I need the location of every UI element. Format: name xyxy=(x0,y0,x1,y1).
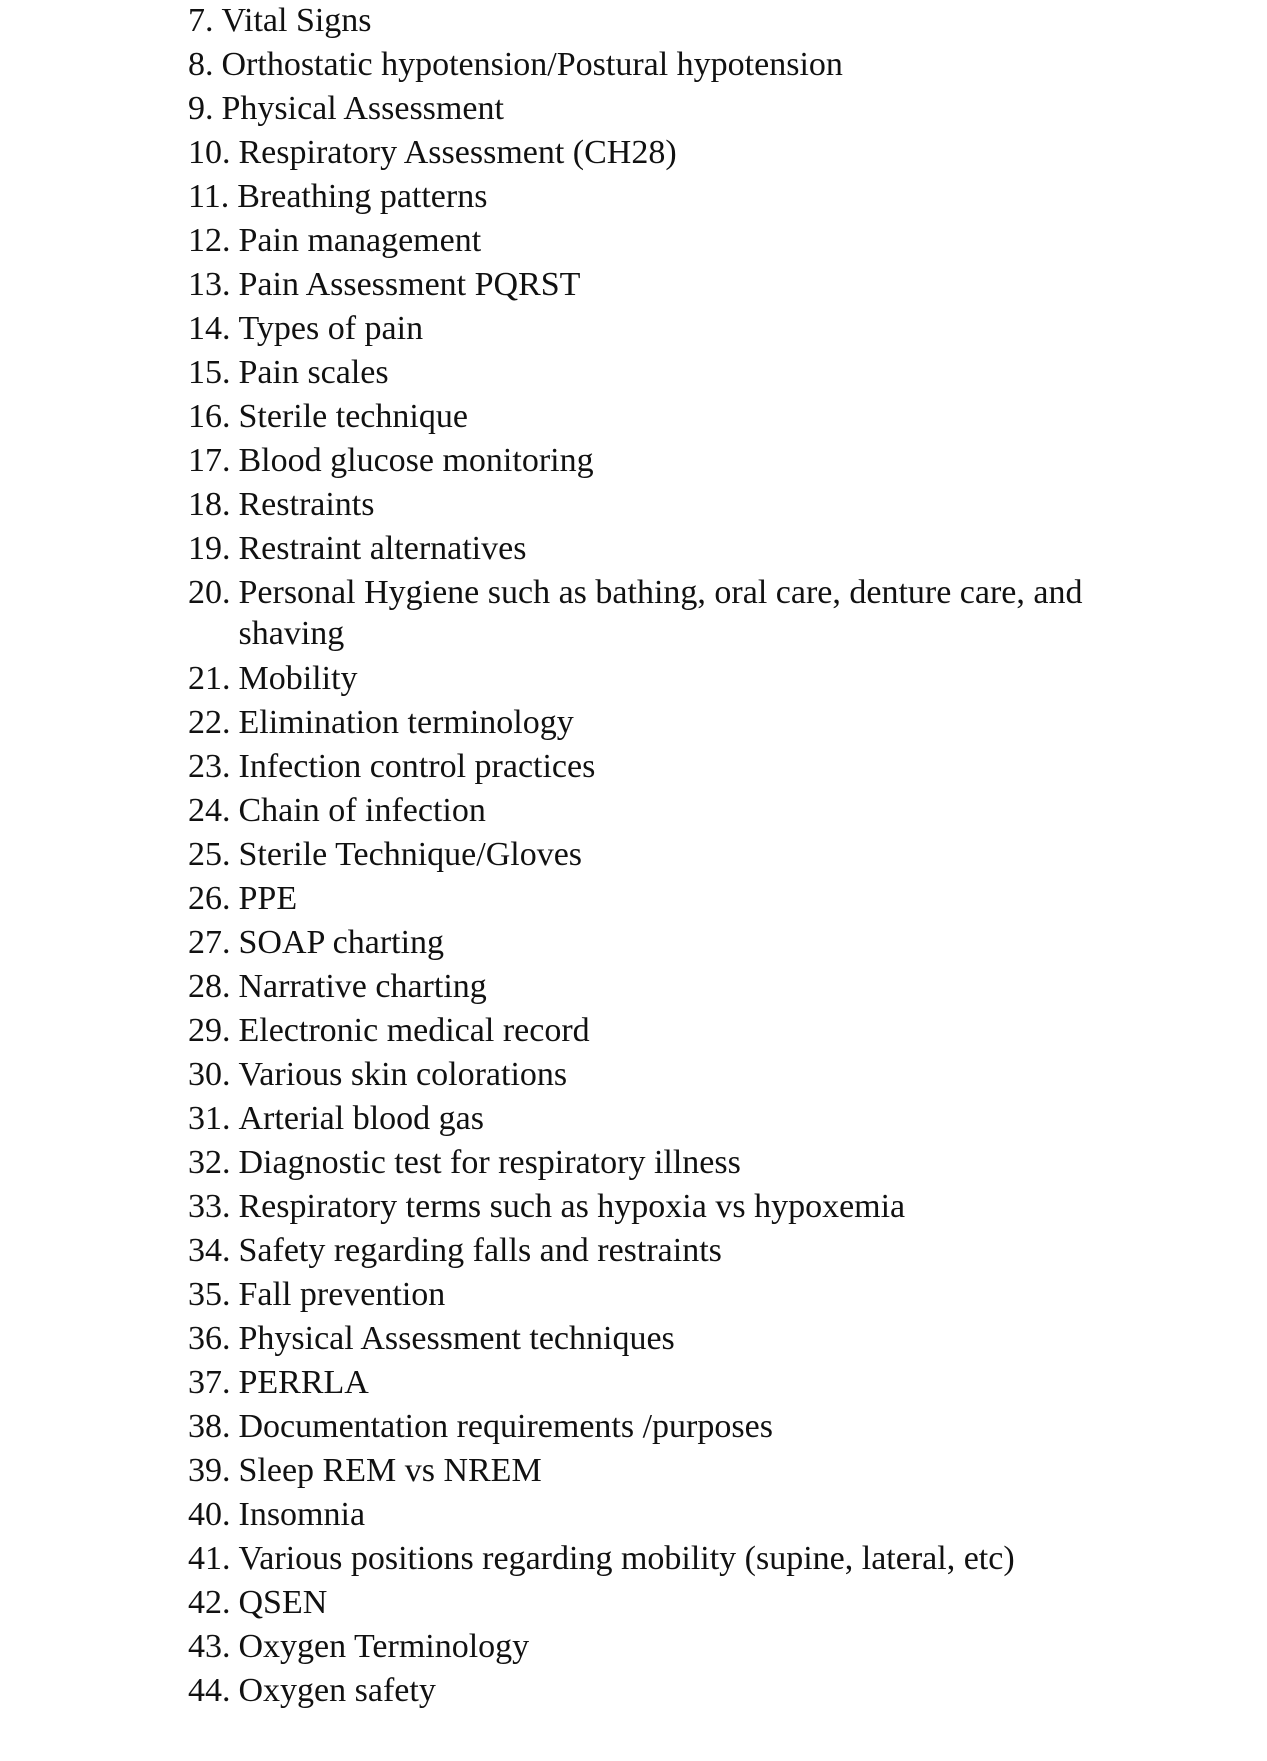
item-number: 13. xyxy=(188,266,231,303)
item-number: 30. xyxy=(188,1056,231,1093)
item-number: 8. xyxy=(188,46,214,83)
list-item xyxy=(188,1626,1188,1670)
item-number: 36. xyxy=(188,1320,231,1357)
item-number: 21. xyxy=(188,660,231,697)
item-text: Various skin colorations xyxy=(238,1056,568,1093)
list-item xyxy=(188,440,1188,484)
list-item xyxy=(188,878,1188,922)
item-number: 40. xyxy=(188,1496,231,1533)
item-number: 19. xyxy=(188,530,231,567)
item-number: 31. xyxy=(188,1100,231,1137)
item-text: Sterile Technique/Gloves xyxy=(238,836,583,873)
list-item xyxy=(188,176,1188,220)
item-text: Respiratory terms such as hypoxia vs hypoxemia xyxy=(238,1188,906,1225)
item-number: 32. xyxy=(188,1144,231,1181)
item-text: Chain of infection xyxy=(238,792,486,829)
item-text: Narrative charting xyxy=(238,968,487,1005)
item-text: Restraints xyxy=(238,486,375,523)
item-number: 7. xyxy=(188,2,214,39)
item-number: 37. xyxy=(188,1364,231,1401)
item-text: Arterial blood gas xyxy=(238,1100,484,1137)
list-item xyxy=(188,572,1188,658)
list-item xyxy=(188,132,1188,176)
item-number: 27. xyxy=(188,924,231,961)
list-item xyxy=(188,1142,1188,1186)
item-text: Pain scales xyxy=(238,354,389,391)
list-item xyxy=(188,1494,1188,1538)
item-number: 25. xyxy=(188,836,231,873)
item-text: QSEN xyxy=(238,1584,328,1621)
list-item xyxy=(188,1582,1188,1626)
list-item xyxy=(188,1098,1188,1142)
list-item xyxy=(188,484,1188,528)
item-text: SOAP charting xyxy=(238,924,445,961)
item-text: Sterile technique xyxy=(238,398,468,435)
list-item xyxy=(188,834,1188,878)
item-text: Electronic medical record xyxy=(238,1012,590,1049)
item-number: 44. xyxy=(188,1672,231,1709)
list-item xyxy=(188,528,1188,572)
item-number: 9. xyxy=(188,90,214,127)
item-number: 42. xyxy=(188,1584,231,1621)
item-text: Sleep REM vs NREM xyxy=(238,1452,542,1489)
item-number: 35. xyxy=(188,1276,231,1313)
item-number: 10. xyxy=(188,134,231,171)
list-item xyxy=(188,1406,1188,1450)
item-text: Infection control practices xyxy=(238,748,596,785)
item-number: 41. xyxy=(188,1540,231,1577)
item-text: Diagnostic test for respiratory illness xyxy=(238,1144,741,1181)
item-text: Blood glucose monitoring xyxy=(238,442,594,479)
list-item xyxy=(188,264,1188,308)
item-text: Oxygen Terminology xyxy=(238,1628,530,1665)
list-item xyxy=(188,702,1188,746)
list-item xyxy=(188,308,1188,352)
list-item xyxy=(188,44,1188,88)
item-number: 39. xyxy=(188,1452,231,1489)
item-number: 16. xyxy=(188,398,231,435)
list-item xyxy=(188,1274,1188,1318)
list-item xyxy=(188,746,1188,790)
item-text: Physical Assessment xyxy=(221,90,504,127)
list-item xyxy=(188,352,1188,396)
list-item xyxy=(188,1450,1188,1494)
item-text: Various positions regarding mobility (supine, lateral, etc) xyxy=(238,1540,1015,1577)
item-text: Insomnia xyxy=(238,1496,366,1533)
item-text: Orthostatic hypotension/Postural hypotension xyxy=(221,46,843,83)
item-number: 29. xyxy=(188,1012,231,1049)
list-item xyxy=(188,88,1188,132)
list-item xyxy=(188,1230,1188,1274)
item-number: 15. xyxy=(188,354,231,391)
item-text: Mobility xyxy=(238,660,358,697)
list-item xyxy=(188,1538,1188,1582)
list-item xyxy=(188,790,1188,834)
item-text: Oxygen safety xyxy=(238,1672,436,1709)
item-number: 33. xyxy=(188,1188,231,1225)
item-number: 12. xyxy=(188,222,231,259)
list-item xyxy=(188,1670,1188,1714)
item-text: PERRLA xyxy=(238,1364,369,1401)
item-text: Breathing patterns xyxy=(237,178,488,215)
item-text: Respiratory Assessment (CH28) xyxy=(238,134,677,171)
item-text: Documentation requirements /purposes xyxy=(238,1408,773,1445)
list-item xyxy=(188,1362,1188,1406)
item-text: Pain management xyxy=(238,222,482,259)
item-text: Vital Signs xyxy=(221,2,372,39)
item-text: Safety regarding falls and restraints xyxy=(238,1232,722,1269)
item-number: 23. xyxy=(188,748,231,785)
list-item xyxy=(188,1054,1188,1098)
list-item xyxy=(188,922,1188,966)
list-item xyxy=(188,658,1188,702)
list-item xyxy=(188,1186,1188,1230)
item-number: 20. xyxy=(188,574,231,611)
item-number: 38. xyxy=(188,1408,231,1445)
topic-list xyxy=(188,0,1188,1714)
list-item xyxy=(188,966,1188,1010)
item-number: 18. xyxy=(188,486,231,523)
item-text: Pain Assessment PQRST xyxy=(238,266,581,303)
list-item xyxy=(188,1010,1188,1054)
item-number: 22. xyxy=(188,704,231,741)
item-number: 43. xyxy=(188,1628,231,1665)
item-number: 28. xyxy=(188,968,231,1005)
item-text: Types of pain xyxy=(238,310,424,347)
item-number: 17. xyxy=(188,442,231,479)
item-number: 34. xyxy=(188,1232,231,1269)
item-text: Physical Assessment techniques xyxy=(238,1320,675,1357)
item-number: 11. xyxy=(188,178,230,215)
list-item xyxy=(188,0,1188,44)
item-text: Elimination terminology xyxy=(238,704,574,741)
item-number: 24. xyxy=(188,792,231,829)
list-item xyxy=(188,1318,1188,1362)
item-text: Personal Hygiene such as bathing, oral care, denture care, and shaving xyxy=(238,574,1083,652)
list-item xyxy=(188,396,1188,440)
item-number: 14. xyxy=(188,310,231,347)
list-item xyxy=(188,220,1188,264)
item-number: 26. xyxy=(188,880,231,917)
item-text: Fall prevention xyxy=(238,1276,446,1313)
item-text: Restraint alternatives xyxy=(238,530,527,567)
item-text: PPE xyxy=(238,880,298,917)
